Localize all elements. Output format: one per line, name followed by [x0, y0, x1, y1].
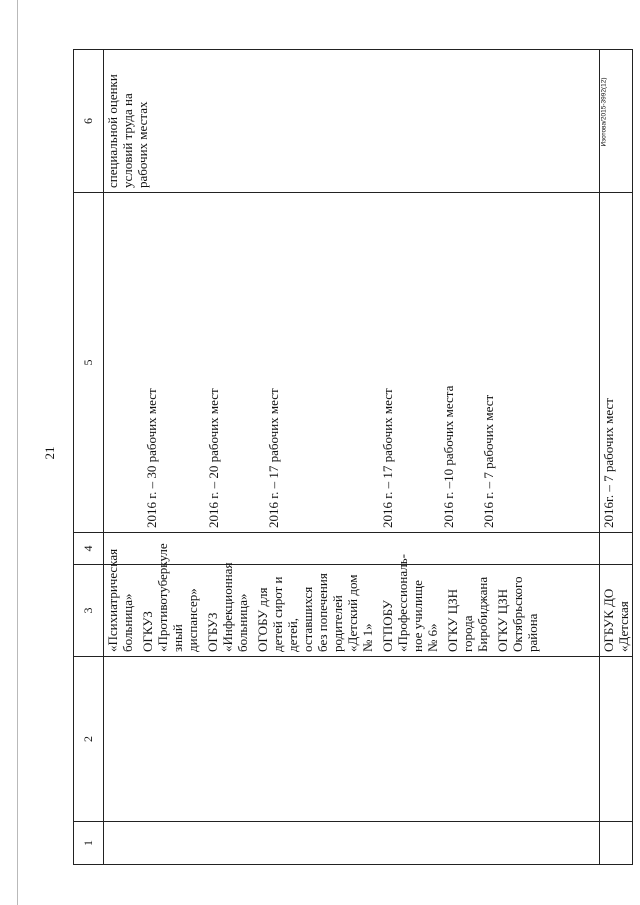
- cell-col-2: [600, 657, 633, 822]
- left-margin-line: [17, 0, 18, 905]
- cell-col-4: [104, 533, 600, 565]
- rotated-table-frame: [73, 50, 631, 865]
- workplaces-entry: 2016 г. – 17 рабочих мест: [380, 388, 395, 528]
- organization-entry: ОГПОБУ «Профессиональ-ное училище № 6»: [380, 554, 440, 652]
- cell-organizations: ОГБУК ДО «Детская: [600, 565, 633, 657]
- organization-entry: ОГОБУ для детей сирот и детей, оставшихся без попечения родителей «Детский дом № 1»: [255, 573, 375, 652]
- cell-col-2: [104, 657, 600, 822]
- header-col-5: 5: [74, 193, 104, 533]
- header-col-3: 3: [74, 565, 104, 657]
- cell-col-1: [600, 822, 633, 865]
- cell-organizations: [104, 543, 600, 657]
- cell-workplaces: 2016г. – 7 рабочих мест: [600, 193, 633, 533]
- workplaces-entry: 2016 г. – 17 рабочих мест: [266, 388, 281, 528]
- header-col-6: 6: [74, 50, 104, 193]
- plan-table: [73, 49, 633, 865]
- organization-entry: ОГБУЗ «Инфекционная больница»: [205, 562, 250, 652]
- workplaces-entry: 2016 г. – 30 рабочих мест: [144, 388, 159, 528]
- workplaces-entry: 2016 г. – 20 рабочих мест: [206, 388, 221, 528]
- organization-entry: «Психиатрическая больница»: [105, 548, 135, 652]
- page-number: 21: [42, 446, 57, 460]
- cell-notes: [600, 50, 633, 193]
- table-row: [104, 50, 600, 865]
- cell-notes: [104, 50, 600, 193]
- header-col-2: 2: [74, 657, 104, 822]
- header-col-4: 4: [74, 533, 104, 565]
- table-container: [73, 50, 631, 865]
- header-col-1: 1: [74, 822, 104, 865]
- header-row: [74, 50, 104, 865]
- notes-text: специальной оценки условий труда на рабочих местах: [105, 74, 150, 188]
- cell-col-4: [600, 533, 633, 565]
- cell-col-1: [104, 822, 600, 865]
- workplaces-entry: 2016 г. – 7 рабочих мест: [481, 394, 496, 528]
- organization-entry: ОГКУ ЦЗН города Биробиджана: [445, 576, 490, 652]
- table-row: [600, 50, 633, 865]
- organization-entry: ОГКУЗ «Противотуберкуле зный диспансер»: [140, 543, 200, 652]
- organization-entry: ОГКУ ЦЗН Октябрьского района: [495, 576, 540, 652]
- workplaces-entry: 2016 г. –10 рабочих места: [441, 385, 456, 528]
- cell-workplaces: [104, 193, 600, 533]
- document-code: Изотова/2015-3992(12): [600, 77, 608, 147]
